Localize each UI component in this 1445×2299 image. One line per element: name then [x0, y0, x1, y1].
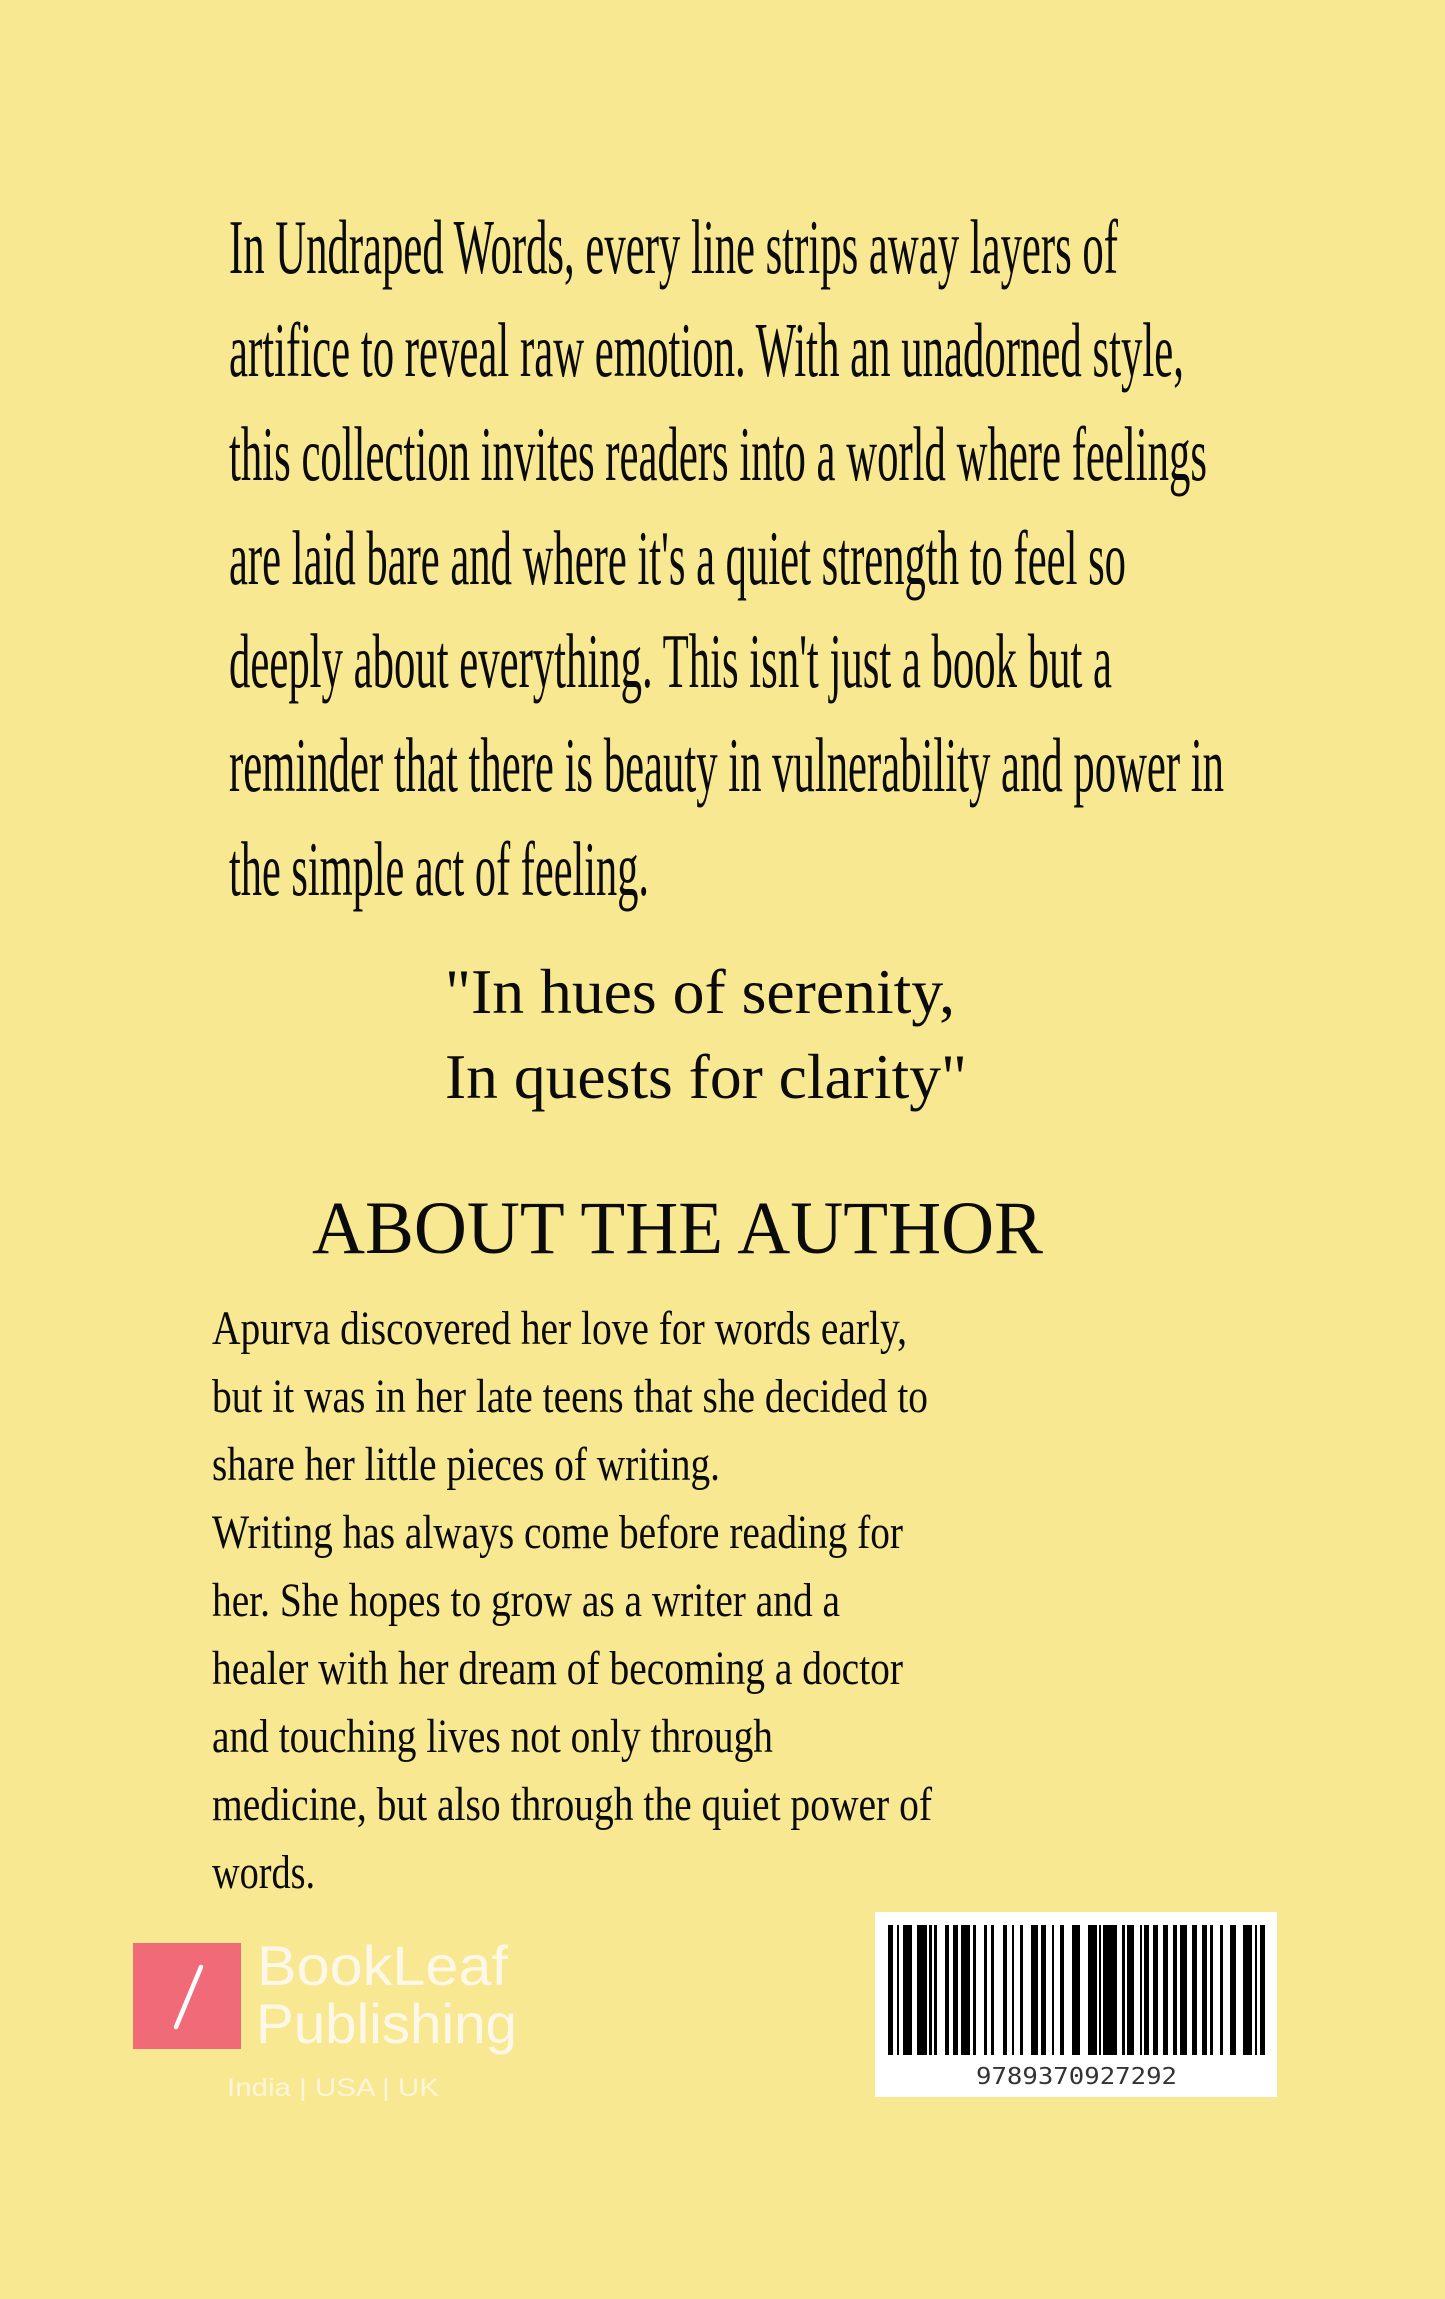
barcode-bar — [1192, 1925, 1197, 2055]
barcode-bar — [945, 1925, 949, 2055]
author-bio-line: share her little pieces of writing. — [212, 1437, 720, 1491]
barcode-bar — [1210, 1925, 1213, 2055]
author-bio-line: medicine, but also through the quiet power of — [212, 1777, 932, 1831]
author-bio-line: Apurva discovered her love for words early, — [212, 1301, 907, 1355]
blurb-line: are laid bare and where it's a quiet strength to feel so — [229, 514, 1126, 601]
publisher-regions: India | USA | UK — [227, 2073, 439, 2102]
author-bio-line: and touching lives not only through — [212, 1709, 773, 1763]
barcode-bars — [875, 1925, 1277, 2055]
isbn-number: 9789370927292 — [976, 2063, 1177, 2090]
blurb-line: reminder that there is beauty in vulnerability and power in — [229, 722, 1224, 808]
barcode-bar — [888, 1925, 894, 2055]
barcode-bar — [1255, 1925, 1257, 2055]
barcode-bar — [1140, 1925, 1142, 2055]
barcode-bar — [1003, 1925, 1007, 2055]
barcode-bar — [1060, 1925, 1064, 2055]
author-bio-line: her. She hopes to grow as a writer and a — [212, 1573, 840, 1627]
publisher-name-line2: Publishing — [256, 1991, 517, 2055]
barcode-bar — [1163, 1925, 1168, 2055]
barcode-bar — [1127, 1925, 1134, 2055]
barcode-bar — [1031, 1925, 1038, 2055]
barcode-bar — [1052, 1925, 1054, 2055]
barcode-bar — [1088, 1925, 1098, 2055]
barcode-bar — [1180, 1925, 1187, 2055]
barcode-bar — [1243, 1925, 1251, 2055]
about-author-heading: ABOUT THE AUTHOR — [312, 1187, 1043, 1271]
quote-line: "In hues of serenity, — [445, 957, 955, 1028]
barcode-bar — [917, 1925, 927, 2055]
barcode-bar — [934, 1925, 937, 2055]
author-bio-line: Writing has always come before reading for — [212, 1505, 903, 1559]
barcode-bar — [1041, 1925, 1046, 2055]
blurb-line: artifice to reveal raw emotion. With an unadorned style, — [229, 307, 1184, 394]
blurb-line: the simple act of feeling. — [229, 825, 649, 912]
barcode-bar — [1099, 1925, 1101, 2055]
barcode-bar — [903, 1925, 911, 2055]
barcode-bar — [1202, 1925, 1207, 2055]
author-bio-line: healer with her dream of becoming a doctor — [212, 1641, 903, 1695]
barcode-bar — [973, 1925, 975, 2055]
barcode-bar — [1153, 1925, 1159, 2055]
blurb-line: this collection invites readers into a world where feelings — [229, 410, 1207, 497]
author-bio-line: words. — [212, 1845, 315, 1899]
barcode-bar — [953, 1925, 959, 2055]
barcode-bar — [961, 1925, 970, 2055]
slash-icon — [133, 1943, 241, 2049]
barcode-bar — [1122, 1925, 1125, 2055]
author-bio-line: but it was in her late teens that she decided to — [212, 1369, 928, 1423]
barcode-bar — [991, 1925, 994, 2055]
blurb-line: In Undraped Words, every line strips away layers of — [229, 203, 1118, 290]
barcode-bar — [1144, 1925, 1149, 2055]
barcode-bar — [1230, 1925, 1236, 2055]
quote-line: In quests for clarity" — [445, 1042, 967, 1113]
barcode-bar — [1072, 1925, 1080, 2055]
barcode-bar — [1173, 1925, 1176, 2055]
publisher-logo-mark — [133, 1943, 241, 2049]
barcode-bar — [1260, 1925, 1265, 2055]
barcode-bar — [1020, 1925, 1023, 2055]
blurb-line: deeply about everything. This isn't just a book but a — [229, 618, 1112, 705]
publisher-name-line1: BookLeaf — [257, 1933, 508, 1997]
barcode-bar — [1220, 1925, 1223, 2055]
barcode-bar — [984, 1925, 987, 2055]
barcode-bar — [897, 1925, 899, 2055]
barcode-bar — [1103, 1925, 1116, 2055]
barcode-bar — [929, 1925, 931, 2055]
barcode-bar — [1012, 1925, 1014, 2055]
